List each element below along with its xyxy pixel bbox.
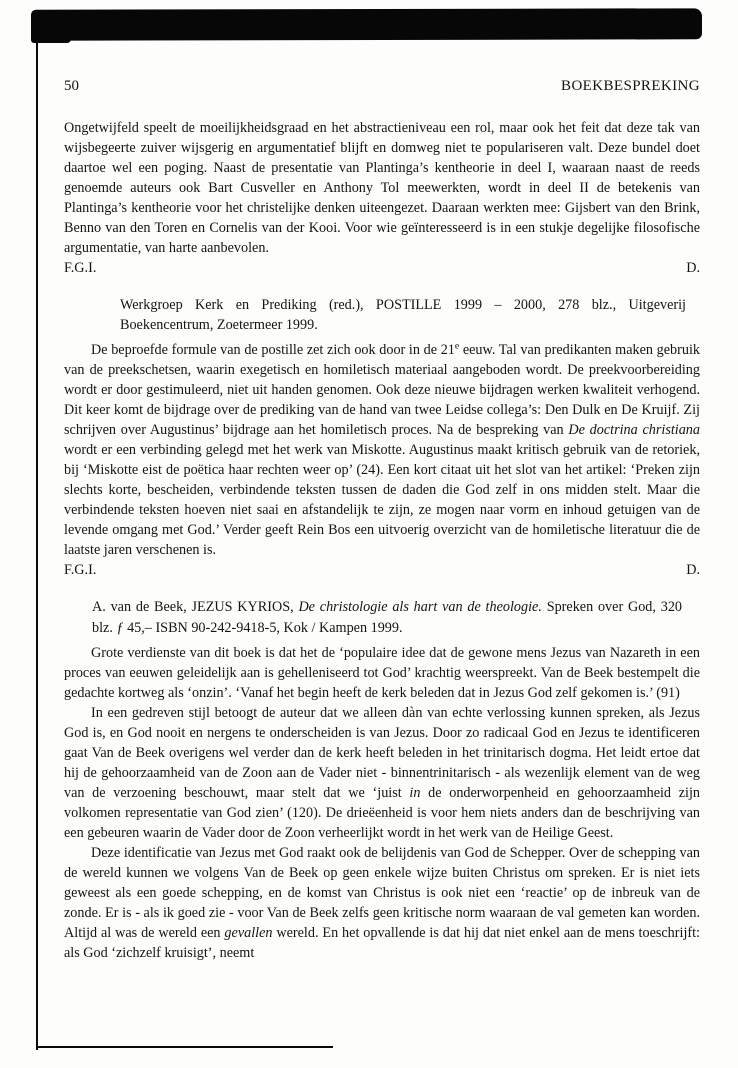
book-citation: Werkgroep Kerk en Prediking (red.), POSTILLE 1999 – 2000, 278 blz., Uitgeverij Boekencentrum, Zoetermeer 1999. bbox=[120, 297, 686, 334]
scan-artifact-top-edge bbox=[31, 8, 702, 40]
signature-row bbox=[64, 258, 700, 278]
reviewer-initials: F.G.I. bbox=[64, 562, 97, 579]
review-paragraph: Ongetwijfeld speelt de moeilijkheidsgraad en het abstractieniveau een rol, maar ook het feit dat deze tak van wijsbegeerte zuiver wijsgerig en argumentatief blijft en domweg niet te populariseren valt. Deze bundel doet daartoe wel een poging. Naast de presentatie van Plantinga’s kentheorie in deel I, waaraan naast de reeds genoemde auteurs ook Bart Cusveller en Anthony Tol meewerkten, wordt in deel II de betekenis van Plantinga’s kentheorie voor het christelijke denken uiteengezet. Daaraan werkten mee: Gijsbert van den Brink, Benno van den Toren en Cornelis van der Kooi. Voor wie geïnteresseerd is in een stukje degelijke filosofische argumentatie, van harte aanbevolen. bbox=[64, 120, 700, 257]
review-paragraph: In een gedreven stijl betoogt de auteur dat we alleen dàn van echte verlossing kunnen spreken, als Jezus God is, en God nooit en nergens te onderscheiden is van Jezus. Door zo radicaal God en Jezus te identificeren gaat Van de Beek overigens wel verder dan de kerk heeft beleden in het trinitarisch dogma. Het leidt ertoe dat hij de gehoorzaamheid van de Zoon aan de Vader niet - binnentrinitarisch - als wezenlijk element van de weg van de verzoening beschouwt, maar stelt dat we ‘juist in de onderworpenheid en gehoorzaamheid zijn volkomen representatie van God zien’ (120). De drieëenheid is voor hem niets anders dan de beschrijving van een gebeuren waarin de Vader door de Zoon verheerlijkt wordt in het werk van de Heilige Geest. bbox=[64, 704, 700, 841]
page-header bbox=[64, 76, 700, 97]
book-citation: A. van de Beek, JEZUS KYRIOS, De christologie als hart van de theologie. Spreken over God, 320 blz. ƒ 45,– ISBN 90-242-9418-5, Kok / Kampen 1999. bbox=[92, 599, 683, 636]
review-paragraph: Deze identificatie van Jezus met God raakt ook de belijdenis van God de Schepper. Over de schepping van de wereld kunnen we volgens Van de Beek op geen enkele wijze buiten Christus om spreken. Er is niet iets geweest als een goede schepping, en de komst van Christus is ook niet een ‘reactie’ op de inbreuk van de zonde. Er is - als ik goed zie - voor Van de Beek zelfs geen kritische norm waaraan de val gemeten kan worden. Altijd al was de wereld een gevallen wereld. En het opvallende is dat hij dat niet enkel aan de mens toeschrijft: als God ‘zichzelf kruisigt’, neemt bbox=[64, 844, 700, 961]
review-paragraph: De beproefde formule van de postille zet zich ook door in de 21e eeuw. Tal van predikanten maken gebruik van de preekschetsen, waarin exegetisch en homiletisch materiaal aangeboden wordt. De preekvoorbereiding wordt er door gestimuleerd, niet uit handen genomen. Ook deze nieuwe bijdragen werken kwaliteit verhogend. Dit keer komt de bijdrage over de prediking van de hand van twee Leidse collega’s: Den Dulk en De Kruijf. Zij schrijven over Augustinus’ bijdrage aan het homiletisch proces. Na de bespreking van De doctrina christiana wordt er een verbinding gelegd met het werk van Miskotte. Augustinus maakt kritisch gebruik van de retoriek, bij ‘Miskotte eist de poëtica haar rechten weer op’ (24). Een kort citaat uit het slot van het artikel: ‘Preken zijn slechts korte, bescheiden, verbindende teksten tussen de daden die God zelf in ons midden stelt. Maar die verbindende teksten hoeven niet saai en afstandelijk te zijn, ze mogen naar vorm en inhoud getuigen van de levende omgang met God.’ Verder geeft Rein Bos een uitvoerig overzicht van de homiletische literatuur die de laatste jaren verschenen is. bbox=[64, 340, 700, 559]
signature-row bbox=[64, 560, 700, 580]
scan-artifact-left-edge bbox=[36, 38, 38, 1050]
reviewer-initials: F.G.I. bbox=[64, 260, 97, 277]
page-content bbox=[64, 76, 700, 963]
review-paragraph: Grote verdienste van dit boek is dat het de ‘populaire idee dat de gewone mens Jezus van Nazareth in een proces van eeuwen geleidelijk aan is gehelleniseerd tot God’ krachtig weerspreekt. Van de Beek bestempelt die gedachte kortweg als ‘onzin’. ‘Vanaf het begin heeft de kerk beleden dat in Jezus God zelf gekomen is.’ (91) bbox=[64, 644, 700, 701]
review-grade: D. bbox=[686, 260, 700, 277]
running-head-title: BOEKBESPREKING bbox=[561, 78, 700, 94]
review-grade: D. bbox=[686, 562, 700, 579]
page-number: 50 bbox=[64, 78, 79, 94]
scan-artifact-bottom-edge bbox=[37, 1046, 333, 1048]
